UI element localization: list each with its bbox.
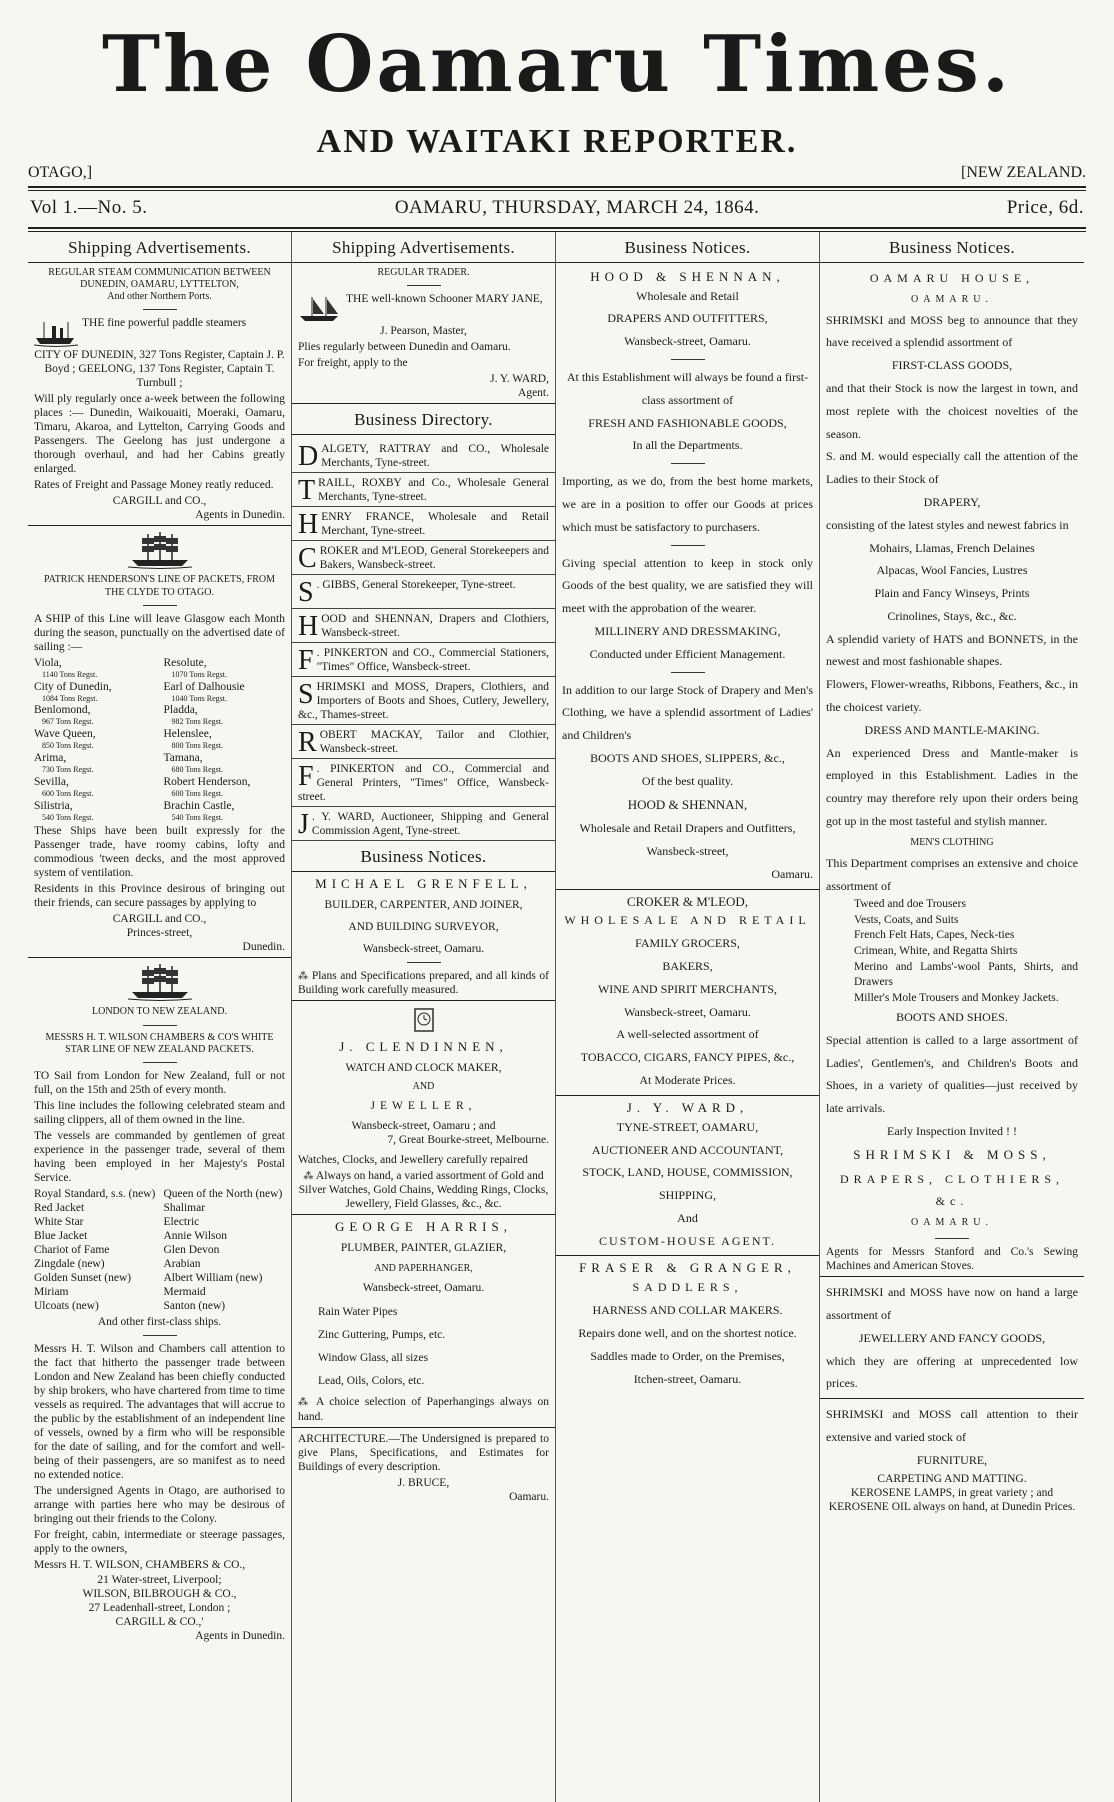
divider — [28, 957, 291, 958]
shrimski-p6: Flowers, Flower-wreaths, Ribbons, Feathers, &c., in the choicest variety. — [826, 677, 1078, 715]
list-item: Miller's Mole Trousers and Monkey Jackets. — [854, 991, 1059, 1004]
london-body-1: TO Sail from London for New Zealand, full or not full, on the 15th and 25th of every month. — [34, 1069, 285, 1096]
directory-entry: DALGETY, RATTRAY and CO., Wholesale Merchants, Tyne-street. — [292, 439, 555, 473]
trader-body-3: For freight, apply to the — [298, 356, 408, 369]
grenfell-name: MICHAEL GRENFELL, — [315, 875, 532, 891]
list-item: Silistria, 540 Tons Regst. — [34, 799, 94, 822]
list-item: Crinolines, Stays, &c., &c. — [887, 608, 1017, 623]
hood-p2: In all the Departments. — [632, 438, 743, 453]
hood-p5: Conducted under Efficient Management. — [589, 646, 786, 661]
divider — [143, 1335, 177, 1336]
harris-trade-2: AND PAPERHANGER, — [374, 1263, 473, 1275]
list-item: White Star — [34, 1216, 84, 1229]
clock-icon — [412, 1007, 436, 1033]
london-other: And other first-class ships. — [97, 1316, 222, 1329]
list-item: Pladda, 982 Tons Regst. — [163, 704, 224, 727]
trader-body-2: Plies regularly between Dunedin and Oamaru. — [298, 340, 511, 353]
list-item: Arima, 730 Tons Regst. — [34, 751, 94, 774]
list-item: Ulcoats (new) — [34, 1300, 99, 1313]
divider — [28, 262, 291, 263]
list-item: Alpacas, Wool Fancies, Lustres — [876, 563, 1028, 578]
croker-address: Wansbeck-street, Oamaru. — [624, 1004, 751, 1019]
owner-line: Messrs H. T. WILSON, CHAMBERS & CO., — [34, 1559, 246, 1572]
divider — [292, 1214, 555, 1215]
ward-trade-3: SHIPPING, — [658, 1188, 716, 1203]
divider — [820, 262, 1084, 263]
harris-name: GEORGE HARRIS, — [335, 1219, 512, 1235]
shrimski-furniture: FURNITURE, — [916, 1452, 988, 1467]
column-2 — [292, 232, 556, 1802]
henderson-body-2: Residents in this Province desirous of bringing out their friends, can secure passages by applying to — [34, 883, 285, 910]
list-item: Helenslee, 800 Tons Regst. — [163, 728, 224, 751]
list-item: Zinc Guttering, Pumps, etc. — [318, 1329, 446, 1342]
list-item: Wave Queen, 850 Tons Regst. — [34, 728, 96, 751]
list-item: Mermaid — [163, 1286, 206, 1299]
steam-body-1: THE fine powerful paddle steamers — [82, 317, 247, 330]
directory-entry: F . PINKERTON and CO., Commercial and General Printers, "Times" Office, Wansbeck-street. — [292, 759, 555, 807]
list-item: Blue Jacket — [34, 1230, 88, 1243]
henderson-agent: CARGILL and CO., — [112, 913, 207, 926]
harris-trade: PLUMBER, PAINTER, GLAZIER, — [340, 1242, 507, 1255]
steam-body-3: Will ply regularly once a-week between the following places :— Dunedin, Waikouaiti, Moeraki, Oamaru, Timaru, Akaroa, and Lyttelton, Carrying Goods and Passengers. The Geelong has just undergone a thorough overhaul, and had her Cabins greatly enlarged. — [34, 393, 285, 476]
list-item: Merino and Lambs'-wool Pants, Shirts, and Drawers — [854, 960, 1078, 989]
region-left: OTAGO,] — [28, 164, 93, 181]
ward-address: TYNE-STREET, OAMARU, — [616, 1119, 759, 1134]
shrimski-p3: S. and M. would especially call the attention of the Ladies to their Stock of — [826, 449, 1078, 487]
column-header: Business Notices. — [360, 847, 487, 867]
ward-name: J. Y. WARD, — [626, 1099, 749, 1115]
fraser-p2: Saddles made to Order, on the Premises, — [590, 1348, 785, 1363]
grenfell-trade-2: AND BUILDING SURVEYOR, — [348, 920, 499, 933]
shrimski-p14: KEROSENE LAMPS, in great variety ; and KEROSENE OIL always on hand, at Dunedin Prices. — [828, 1486, 1076, 1513]
list-item: Albert William (new) — [163, 1272, 263, 1285]
owner-line: CARGILL & CO.,' — [115, 1615, 204, 1628]
henderson-fleet — [34, 656, 285, 822]
list-item: Tamana, 680 Tons Regst. — [163, 751, 224, 774]
steam-agent-location: Agents in Dunedin. — [195, 509, 285, 522]
list-item: Window Glass, all sizes — [318, 1352, 429, 1365]
shrimski-p7: An experienced Dress and Mantle-maker is employed in this Establishment. Ladies in the country may therefore rely upon their orders being got up in the most tasteful and stylish manner. — [826, 745, 1078, 829]
dateline: OAMARU, THURSDAY, MARCH 24, 1864. — [394, 197, 760, 218]
divider — [407, 962, 441, 963]
london-body-2: This line includes the following celebrated steam and sailing clippers, all of them owned in the line. — [34, 1100, 285, 1127]
hood-p7: Of the best quality. — [641, 773, 734, 788]
sailing-ship-icon — [128, 530, 192, 570]
list-item: Earl of Dalhousie 1040 Tons Regst. — [163, 680, 245, 703]
bruce-address: Oamaru. — [509, 1490, 549, 1503]
steam-heading: REGULAR STEAM COMMUNICATION BETWEEN DUNEDIN, OAMARU, LYTTELTON, — [48, 266, 271, 290]
hood-millinery: MILLINERY AND DRESSMAKING, — [594, 623, 781, 638]
shrimski-p8: This Department comprises an extensive and choice assortment of — [826, 855, 1078, 893]
directory-entry: J . Y. WARD, Auctioneer, Shipping and General Commission Agent, Tyne-street. — [292, 807, 555, 841]
hood-trade: DRAPERS AND OUTFITTERS, — [607, 311, 768, 326]
trader-body-1: THE well-known Schooner MARY JANE, — [346, 292, 543, 305]
list-item: Miriam — [34, 1286, 69, 1299]
list-item: Plain and Fancy Winseys, Prints — [874, 586, 1030, 601]
ward-trade-2: STOCK, LAND, HOUSE, COMMISSION, — [582, 1165, 793, 1180]
list-item: Vests, Coats, and Suits — [854, 913, 959, 926]
owner-line: Agents in Dunedin. — [195, 1629, 285, 1642]
bruce-body: ARCHITECTURE.—The Undersigned is prepared to give Plans, Specifications, and Estimates for Buildings of every description. — [298, 1432, 549, 1473]
hood-name: HOOD & SHENNAN, — [590, 268, 785, 284]
divider — [292, 403, 555, 404]
shrimski-carpeting: CARPETING AND MATTING. — [877, 1472, 1027, 1485]
clendinnen-name: J. CLENDINNEN, — [339, 1038, 508, 1054]
grenfell-address: Wansbeck-street, Oamaru. — [362, 942, 485, 955]
fabrics-list — [826, 537, 1078, 628]
column-header: Shipping Advertisements. — [68, 238, 251, 257]
clendinnen-address-2: 7, Great Bourke-street, Melbourne. — [387, 1134, 549, 1147]
list-item: Mohairs, Llamas, French Delaines — [869, 540, 1035, 555]
steamer-icon — [34, 318, 78, 348]
columns — [28, 231, 1086, 1802]
clendinnen-trade-2: JEWELLER, — [370, 1099, 477, 1112]
list-item: City of Dunedin, 1084 Tons Regst. — [34, 680, 112, 703]
directory-entry: TRAILL, ROXBY and Co., Wholesale General Merchants, Tyne-street. — [292, 473, 555, 507]
harris-address: Wansbeck-street, Oamaru. — [362, 1282, 485, 1295]
ward-trade-4: CUSTOM-HOUSE AGENT. — [599, 1233, 776, 1248]
bruce-name: J. BRUCE, — [397, 1476, 450, 1489]
steam-agent: CARGILL and CO., — [112, 495, 207, 508]
column-4 — [820, 232, 1084, 1802]
list-item: Arabian — [163, 1258, 201, 1271]
shrimski-trade: DRAPERS, CLOTHIERS, &c. — [839, 1171, 1065, 1209]
house-name: OAMARU HOUSE, — [869, 270, 1035, 285]
fraser-address: Itchen-street, Oamaru. — [633, 1371, 742, 1386]
divider — [671, 359, 705, 360]
divider — [292, 434, 555, 435]
henderson-intro: A SHIP of this Line will leave Glasgow each Month during the season, punctually on the advertised date of sailing :— — [34, 612, 285, 653]
harris-items — [318, 1301, 549, 1393]
shrimski-invite: Early Inspection Invited ! ! — [887, 1124, 1017, 1139]
shrimski-p5: A splendid variety of HATS and BONNETS, in the newest and most fashionable shapes. — [826, 631, 1078, 669]
list-item: Tweed and doe Trousers — [854, 898, 966, 911]
divider — [143, 605, 177, 606]
shrimski-town: OAMARU. — [911, 1217, 993, 1229]
shrimski-p12: which they are offering at unprecedented low prices. — [826, 1353, 1078, 1391]
list-item: Brachin Castle, 540 Tons Regst. — [163, 799, 235, 822]
clendinnen-and: AND — [412, 1080, 435, 1092]
divider — [820, 1398, 1084, 1399]
shrimski-jewel: JEWELLERY AND FANCY GOODS, — [858, 1330, 1046, 1345]
list-item: French Felt Hats, Capes, Neck-ties — [854, 929, 1015, 942]
ward-trade: AUCTIONEER AND ACCOUNTANT, — [591, 1142, 784, 1157]
divider — [143, 309, 177, 310]
column-header: Business Notices. — [889, 238, 1015, 257]
hood-sub: Wholesale and Retail — [636, 288, 739, 303]
list-item: Benlomond, 967 Tons Regst. — [34, 704, 94, 727]
dateline-rule — [28, 227, 1086, 229]
list-item: Santon (new) — [163, 1300, 226, 1313]
clendinnen-address: Wansbeck-street, Oamaru ; and — [351, 1120, 496, 1132]
schooner-icon — [298, 294, 342, 324]
shrimski-drapery: DRAPERY, — [923, 494, 981, 509]
fraser-trade-2: HARNESS AND COLLAR MAKERS. — [592, 1303, 783, 1318]
hood-p6: In addition to our large Stock of Drapery and Men's Clothing, we have a splendid assortment of Ladies' and Children's — [562, 682, 813, 743]
clothing-list — [854, 897, 1078, 1006]
column-1 — [28, 232, 292, 1802]
shrimski-dress: DRESS AND MANTLE-MAKING. — [864, 722, 1040, 737]
trader-agent: J. Y. WARD, — [490, 372, 549, 385]
divider — [820, 1276, 1084, 1277]
london-body-4: Messrs H. T. Wilson and Chambers call attention to the fact that hitherto the passenger trade between London and New Zealand has been chiefly conducted by ship brokers, who have chartered from time to time vessels as required. The advantages that will accrue to the public by the establishment of an independent line of vessels, owned by a firm who will be responsible for the date of sailing, and for the comfort and well-being of their passengers, are so manifest as to need no extended notice. — [34, 1343, 285, 1482]
croker-goods: TOBACCO, CIGARS, FANCY PIPES, &c., — [580, 1050, 795, 1065]
list-item: Zingdale (new) — [34, 1258, 105, 1271]
grenfell-trade: BUILDER, CARPENTER, AND JOINER, — [324, 898, 523, 911]
divider — [556, 889, 819, 890]
fraser-p1: Repairs done well, and on the shortest notice. — [578, 1325, 797, 1340]
shrimski-goods: FIRST-CLASS GOODS, — [891, 358, 1013, 373]
london-heading: LONDON TO NEW ZEALAND. — [92, 1006, 227, 1018]
clendinnen-body-2: ⁂ Always on hand, a varied assortment of Gold and Silver Watches, Gold Chains, Wedding Rings, Clocks, Jewellery, Field Glasses, &c., &c. — [298, 1170, 549, 1211]
list-item: Robert Henderson, 600 Tons Regst. — [163, 775, 251, 798]
shrimski-p2: and that their Stock is now the largest in town, and most replete with the choicest novelties of the season. — [826, 380, 1078, 441]
shrimski-mens: MEN'S CLOTHING — [910, 836, 994, 848]
steam-body-4: Rates of Freight and Passage Money reatly reduced. — [34, 479, 274, 492]
croker-name: CROKER & M'LEOD, — [626, 893, 749, 909]
list-item: Annie Wilson — [163, 1230, 228, 1243]
henderson-body: These Ships have been built expressly for the Passenger trade, have roomy cabins, lofty and commodious 'tween decks, and the most approved system of ventilation. — [34, 825, 285, 880]
steam-sub: And other Northern Ports. — [107, 291, 212, 303]
hood-p4: Giving special attention to keep in stock only Goods of the best quality, we are satisfied they will meet with the approbation of the wearer. — [562, 555, 813, 616]
hood-address-2: Wansbeck-street, — [646, 844, 729, 859]
price: Price, 6d. — [1006, 197, 1084, 218]
list-item: Rain Water Pipes — [318, 1306, 398, 1319]
london-body-6: For freight, cabin, intermediate or steerage passages, apply to the owners, — [34, 1529, 285, 1556]
henderson-agent-city: Dunedin. — [242, 941, 285, 954]
shrimski-boots: BOOTS AND SHOES. — [896, 1010, 1008, 1025]
divider — [935, 1238, 969, 1239]
list-item: Viola, 1140 Tons Regst. — [34, 656, 98, 679]
hood-goods: FRESH AND FASHIONABLE GOODS, — [588, 415, 787, 430]
ward-and: And — [677, 1210, 698, 1225]
hood-p8: Wholesale and Retail Drapers and Outfitters, — [579, 821, 796, 836]
directory-entry: S . GIBBS, General Storekeeper, Tyne-street. — [292, 575, 555, 609]
henderson-heading: PATRICK HENDERSON'S LINE OF PACKETS, FROM THE CLYDE TO OTAGO. — [43, 574, 276, 598]
trader-heading: REGULAR TRADER. — [377, 266, 470, 278]
divider — [28, 525, 291, 526]
directory-entry: HENRY FRANCE, Wholesale and Retail Merchant, Tyne-street. — [292, 507, 555, 541]
directory-entry: SHRIMSKI and MOSS, Drapers, Clothiers, and Importers of Boots and Shoes, Cutlery, Jewellery, &c., Thames-street. — [292, 677, 555, 725]
divider — [556, 1255, 819, 1256]
list-item: Glen Devon — [163, 1244, 220, 1257]
masthead-rule — [28, 186, 1086, 188]
henderson-agent-street: Princes-street, — [126, 927, 193, 940]
trader-agent-role: Agent. — [518, 386, 549, 399]
shrimski-p1: SHRIMSKI and MOSS beg to announce that they have received a splendid assortment of — [826, 312, 1078, 350]
newspaper-page — [28, 10, 1086, 1802]
divider — [671, 672, 705, 673]
masthead-subtitle: AND WAITAKI REPORTER. — [316, 123, 798, 160]
grenfell-note: ⁂ Plans and Specifications prepared, and all kinds of Building work carefully measured. — [298, 969, 550, 996]
list-item: Electric — [163, 1216, 200, 1229]
fraser-trade: SADDLERS, — [632, 1280, 743, 1295]
region-row — [28, 164, 1086, 182]
list-item: Golden Sunset (new) — [34, 1272, 132, 1285]
croker-trade: WHOLESALE AND RETAIL — [564, 913, 811, 928]
column-3 — [556, 232, 820, 1802]
divider — [292, 1427, 555, 1428]
hood-address: Wansbeck-street, Oamaru. — [624, 334, 751, 349]
region-right: [NEW ZEALAND. — [960, 164, 1086, 181]
divider — [671, 545, 705, 546]
dateline-row — [28, 191, 1086, 223]
croker-trade-3: BAKERS, — [662, 959, 713, 974]
list-item: Lead, Oils, Colors, etc. — [318, 1375, 425, 1388]
directory-entry: ROBERT MACKAY, Tailor and Clothier, Wansbeck-street. — [292, 725, 555, 759]
hood-name-2: HOOD & SHENNAN, — [627, 796, 748, 812]
divider — [556, 1095, 819, 1096]
croker-trade-4: WINE AND SPIRIT MERCHANTS, — [597, 981, 778, 996]
list-item: Shalimar — [163, 1202, 206, 1215]
volume-number: Vol 1.—No. 5. — [30, 197, 148, 218]
column-header: Shipping Advertisements. — [332, 238, 515, 257]
steam-body-2: CITY OF DUNEDIN, 327 Tons Register, Captain J. P. Boyd ; GEELONG, 137 Tons Register, Captain T. Turnbull ; — [34, 349, 285, 390]
trader-master: J. Pearson, Master, — [380, 324, 467, 337]
shrimski-p4: consisting of the latest styles and newest fabrics in — [826, 517, 1069, 532]
divider — [292, 1000, 555, 1001]
shrimski-p11: SHRIMSKI and MOSS have now on hand a large assortment of — [826, 1285, 1078, 1322]
divider — [143, 1025, 177, 1026]
shrimski-p13: SHRIMSKI and MOSS call attention to their extensive and varied stock of — [826, 1407, 1078, 1444]
london-body-5: The undersigned Agents in Otago, are authorised to arrange with parties here who may be desirous of bringing out their friends to the Colony. — [34, 1485, 285, 1526]
list-item: Chariot of Fame — [34, 1244, 110, 1257]
clendinnen-body: Watches, Clocks, and Jewellery carefully repaired — [298, 1154, 528, 1167]
directory-entry: F . PINKERTON and CO., Commercial Stationers, "Times" Office, Wansbeck-street. — [292, 643, 555, 677]
croker-p1: A well-selected assortment of — [616, 1027, 759, 1042]
shrimski-p9: Special attention is called to a large assortment of Ladies', Gentlemen's, and Children's Boots and Shoes, in a variety of qualities—just received by late arrivals. — [826, 1032, 1078, 1116]
white-star-fleet — [34, 1187, 285, 1313]
list-item: Crimean, White, and Regatta Shirts — [854, 945, 1018, 957]
shrimski-name: SHRIMSKI & MOSS, — [853, 1146, 1051, 1162]
croker-trade-2: FAMILY GROCERS, — [635, 936, 740, 951]
list-item: Queen of the North (new) — [163, 1188, 283, 1201]
sailing-ship-icon — [128, 962, 192, 1002]
list-item: Resolute, 1070 Tons Regst. — [163, 656, 228, 679]
divider — [292, 262, 555, 263]
owner-line: 21 Water-street, Liverpool; — [97, 1573, 222, 1586]
hood-boots: BOOTS AND SHOES, SLIPPERS, &c., — [590, 750, 785, 765]
owner-line: 27 Leadenhall-street, London ; — [88, 1601, 231, 1614]
directory-entry: HOOD and SHENNAN, Drapers and Clothiers, Wansbeck-street. — [292, 609, 555, 643]
hood-p3: Importing, as we do, from the best home markets, we are in a position to offer our Goods at prices which must be satisfactory to purchasers. — [562, 474, 813, 534]
list-item: Red Jacket — [34, 1202, 85, 1215]
london-body-3: The vessels are commanded by gentlemen of great experience in the passenger trade, several of them having been employed in her Majesty's Postal Service. — [34, 1130, 285, 1185]
hood-address-3: Oamaru. — [771, 866, 813, 881]
list-item: Sevilla, 600 Tons Regst. — [34, 775, 94, 798]
divider — [407, 285, 441, 286]
owner-line: WILSON, BILBROUGH & CO., — [82, 1587, 237, 1600]
clendinnen-trade: WATCH AND CLOCK MAKER, — [345, 1061, 502, 1074]
harris-note: ⁂ A choice selection of Paperhangings always on hand. — [298, 1396, 549, 1423]
masthead-title: The Oamaru Times. — [102, 19, 1012, 110]
divider — [143, 1062, 177, 1063]
list-item: Royal Standard, s.s. (new) — [34, 1188, 156, 1201]
house-town: OAMARU. — [911, 293, 993, 305]
column-header: Business Directory. — [354, 410, 493, 429]
croker-p2: At Moderate Prices. — [639, 1073, 736, 1088]
divider — [671, 463, 705, 464]
divider — [556, 262, 819, 263]
shrimski-p10: Agents for Messrs Stanford and Co.'s Sewing Machines and American Stoves. — [826, 1246, 1078, 1273]
london-heading-2: MESSRS H. T. WILSON CHAMBERS & CO'S WHITE STAR LINE OF NEW ZEALAND PACKETS. — [45, 1031, 274, 1055]
divider — [292, 871, 555, 872]
column-header: Business Notices. — [624, 238, 751, 257]
hood-p1: At this Establishment will always be found a first-class assortment of — [566, 369, 809, 407]
directory-entry: CROKER and M'LEOD, General Storekeepers and Bakers, Wansbeck-street. — [292, 541, 555, 575]
fraser-name: FRASER & GRANGER, — [579, 1260, 796, 1276]
